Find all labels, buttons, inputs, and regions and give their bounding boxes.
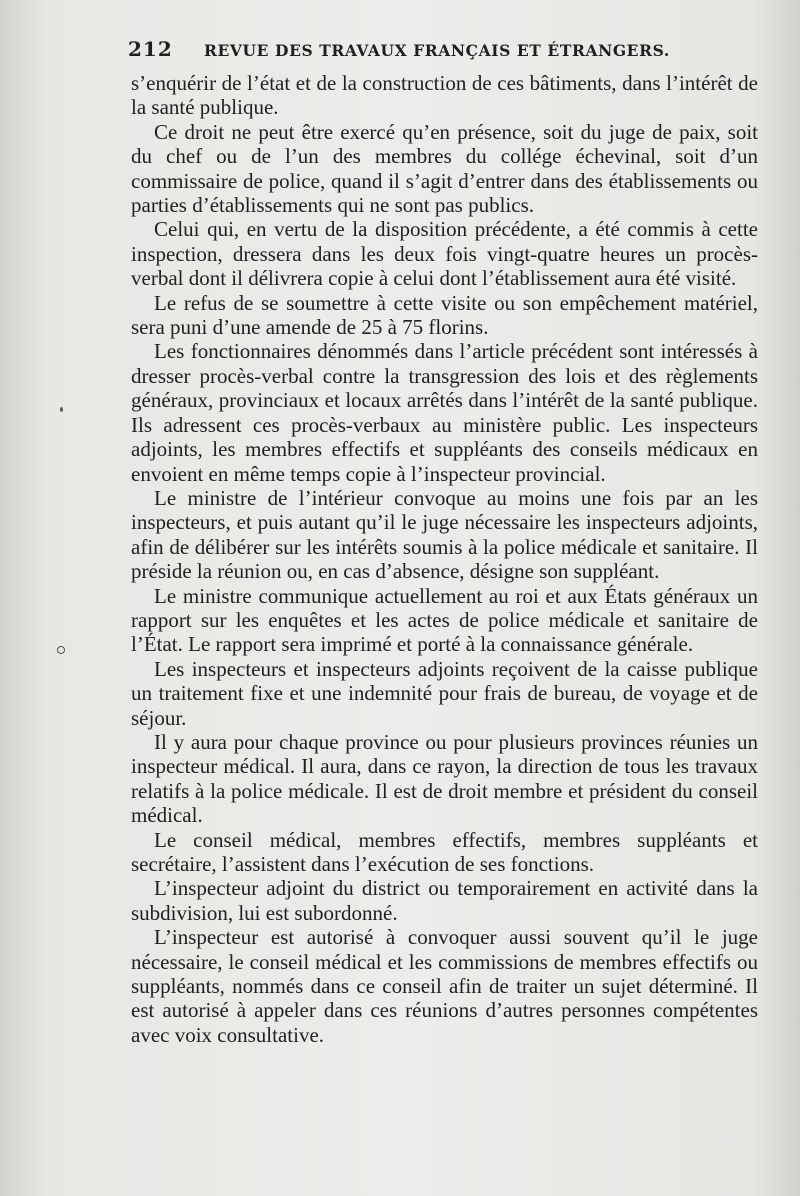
paragraph: s’enquérir de l’état et de la construction de ces bâtiments, dans l’intérêt de la santé publique.: [131, 71, 758, 120]
body-text: [131, 71, 758, 1047]
paragraph: Les fonctionnaires dénommés dans l’article précédent sont intéressés à dresser procès-verbal contre la transgression des lois et des règlements généraux, provinciaux et locaux arrêtés dans l’intérêt de la santé publique. Ils adressent ces procès-verbaux au ministère public. Les inspecteurs adjoints, les membres effectifs et suppléants des conseils médicaux en envoient en même temps copie à l’inspecteur provincial.: [131, 339, 758, 486]
paragraph: Celui qui, en vertu de la disposition précédente, a été commis à cette inspection, dressera dans les deux fois vingt-quatre heures un procès-verbal dont il délivrera copie à celui dont l’établissement aura été visité.: [131, 217, 758, 291]
paragraph: Les inspecteurs et inspecteurs adjoints reçoivent de la caisse publique un traitement fixe et une indemnité pour frais de bureau, de voyage et de séjour.: [131, 656, 758, 730]
paragraph: Le ministre communique actuellement au roi et aux États généraux un rapport sur les enquêtes et les actes de police médicale et sanitaire de l’État. Le rapport sera imprimé et porté à la connaissance générale.: [131, 583, 758, 657]
paragraph: L’inspecteur adjoint du district ou temporairement en activité dans la subdivision, lui est subordonné.: [131, 876, 758, 925]
page-header: [128, 37, 740, 67]
paragraph: Il y aura pour chaque province ou pour plusieurs provinces réunies un inspecteur médical. Il aura, dans ce rayon, la direction de tous les travaux relatifs à la police médicale. Il est de droit membre et président du conseil médical.: [131, 729, 758, 828]
paragraph: Le refus de se soumettre à cette visite ou son empêchement matériel, sera puni d’une amende de 25 à 75 florins.: [131, 290, 758, 340]
running-title: REVUE DES TRAVAUX FRANÇAIS ET ÉTRANGERS.: [204, 41, 670, 60]
paragraph: Le ministre de l’intérieur convoque au moins une fois par an les inspecteurs, et puis autant qu’il le juge nécessaire les inspecteurs adjoints, afin de délibérer sur les intérêts soumis à la police médicale et sanitaire. Il préside la réunion ou, en cas d’absence, désigne son suppléant.: [131, 485, 758, 584]
paragraph: Le conseil médical, membres effectifs, membres suppléants et secrétaire, l’assistent dans l’exécution de ses fonctions.: [131, 827, 758, 876]
paragraph: Ce droit ne peut être exercé qu’en présence, soit du juge de paix, soit du chef ou de l’un des membres du collége échevinal, soit d’un commissaire de police, quand il s’agit d’entrer dans des établissements ou parties d’établissements qui ne sont pas publics.: [131, 119, 758, 218]
page-number: 212: [128, 37, 173, 61]
margin-speck: [57, 646, 65, 654]
paragraph: L’inspecteur est autorisé à convoquer aussi souvent qu’il le juge nécessaire, le conseil médical et les commissions de membres effectifs ou suppléants, nommés dans ce conseil afin de traiter un sujet déterminé. Il est autorisé à appeler dans ces réunions d’autres personnes compétentes avec voix consultative.: [131, 925, 758, 1047]
margin-speck: [60, 407, 63, 412]
